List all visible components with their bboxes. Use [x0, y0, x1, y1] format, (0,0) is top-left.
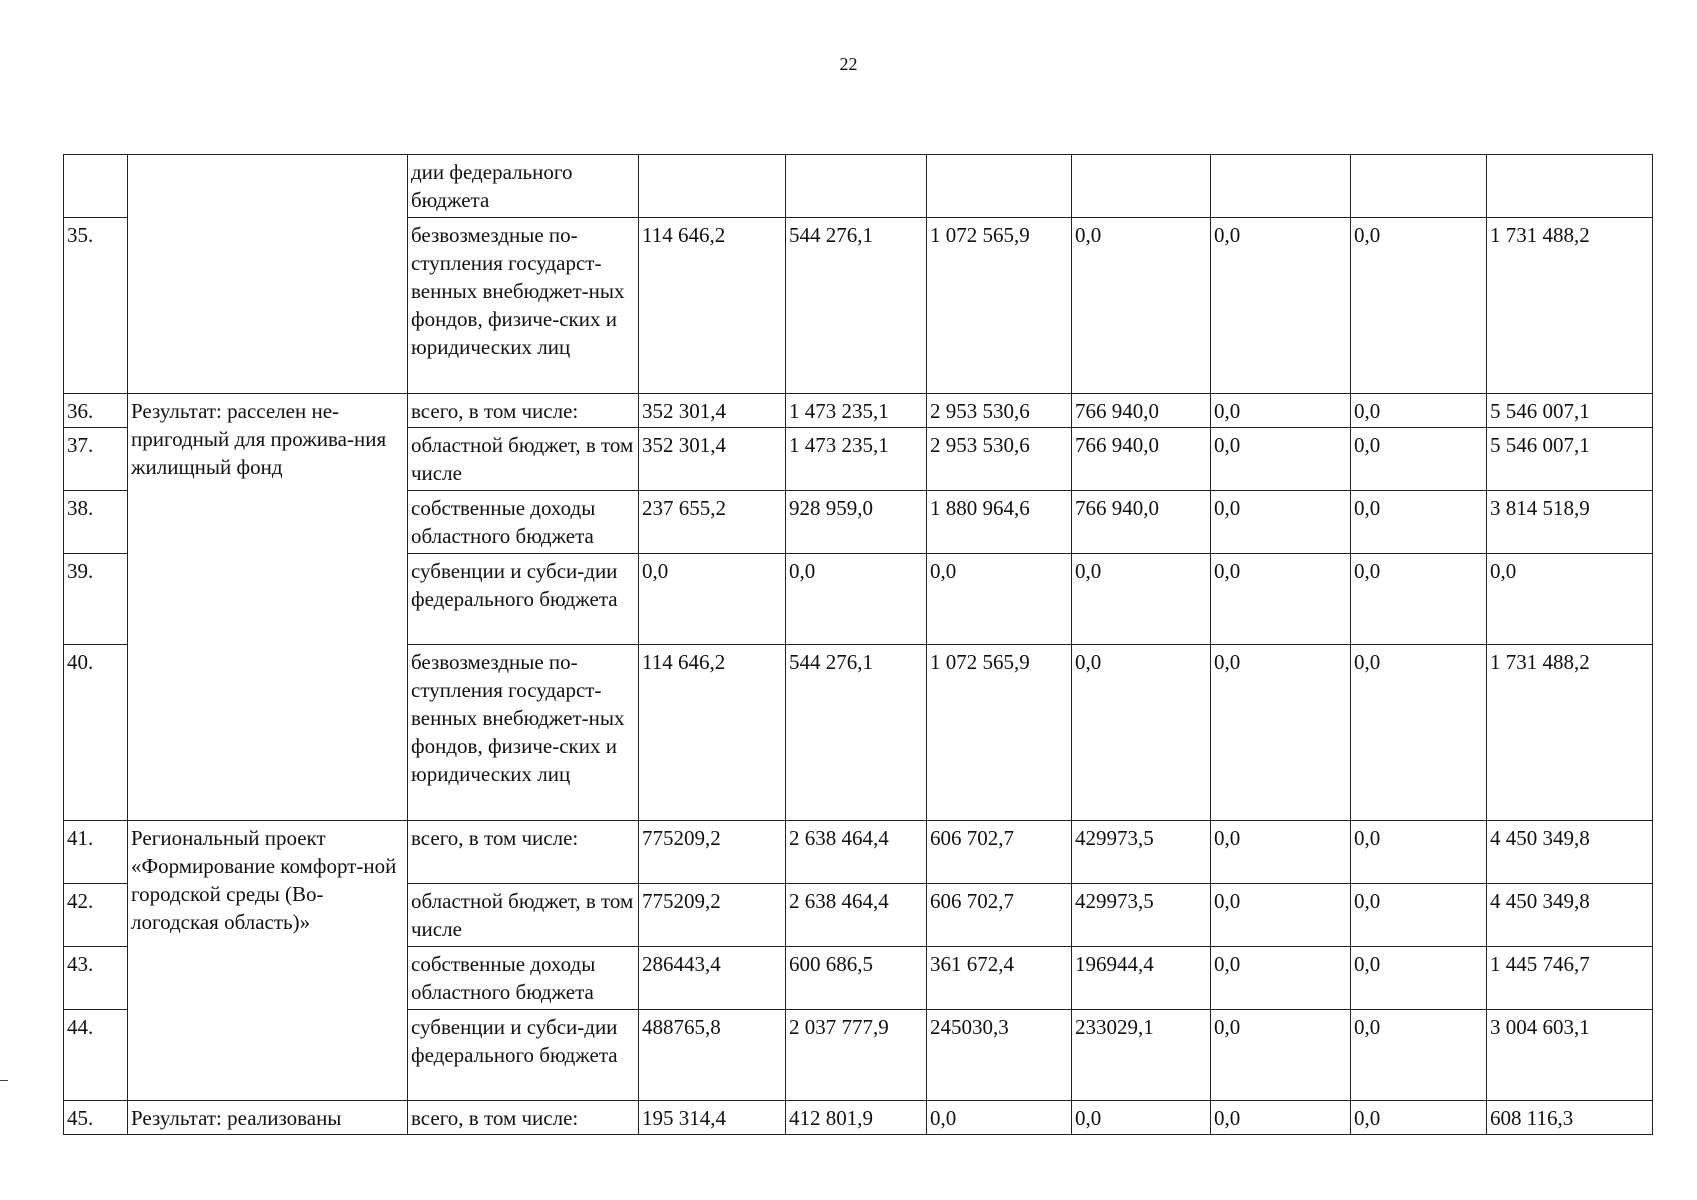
value-cell: 195 314,4 [639, 1101, 786, 1135]
table-row [64, 394, 1653, 428]
category-cell: субвенции и субси-дии федерального бюджета [408, 554, 639, 645]
value-cell: 1 445 746,7 [1487, 947, 1653, 1010]
value-cell: 114 646,2 [639, 645, 786, 821]
scan-edge-mark [0, 1080, 8, 1081]
category-cell: собственные доходы областного бюджета [408, 947, 639, 1010]
value-cell: 0,0 [1351, 554, 1487, 645]
category-cell: субвенции и субси-дии федерального бюджета [408, 1010, 639, 1101]
category-cell: областной бюджет, в том числе [408, 884, 639, 947]
value-cell: 0,0 [1211, 884, 1351, 947]
row-number: 35. [64, 218, 128, 394]
value-cell: 3 004 603,1 [1487, 1010, 1653, 1101]
value-cell: 0,0 [786, 554, 927, 645]
value-cell: 544 276,1 [786, 645, 927, 821]
category-cell: безвозмездные по-ступления государст-венных внебюджет-ных фондов, физиче-ских и юридических лиц [408, 218, 639, 394]
value-cell: 775209,2 [639, 884, 786, 947]
category-cell: областной бюджет, в том числе [408, 428, 639, 491]
value-cell [1211, 155, 1351, 218]
value-cell: 0,0 [927, 554, 1072, 645]
row-number: 43. [64, 947, 128, 1010]
value-cell: 2 638 464,4 [786, 884, 927, 947]
value-cell: 0,0 [1211, 821, 1351, 884]
value-cell: 5 546 007,1 [1487, 428, 1653, 491]
value-cell: 412 801,9 [786, 1101, 927, 1135]
value-cell: 775209,2 [639, 821, 786, 884]
value-cell: 0,0 [1211, 394, 1351, 428]
value-cell [1487, 155, 1653, 218]
table-row [64, 1101, 1653, 1135]
group-label: Результат: расселен не-пригодный для прожива-ния жилищный фонд [128, 394, 408, 821]
value-cell: 0,0 [1351, 1101, 1487, 1135]
value-cell: 0,0 [1487, 554, 1653, 645]
row-number: 42. [64, 884, 128, 947]
value-cell: 0,0 [1351, 821, 1487, 884]
value-cell: 2 953 530,6 [927, 428, 1072, 491]
value-cell: 0,0 [639, 554, 786, 645]
value-cell: 0,0 [1351, 1010, 1487, 1101]
category-cell: дии федерального бюджета [408, 155, 639, 218]
value-cell: 0,0 [1351, 394, 1487, 428]
row-number: 37. [64, 428, 128, 491]
value-cell: 0,0 [1211, 491, 1351, 554]
value-cell [786, 155, 927, 218]
value-cell: 2 638 464,4 [786, 821, 927, 884]
group-label: Региональный проект «Формирование комфорт-ной городской среды (Во-логодская область)» [128, 821, 408, 1101]
value-cell: 429973,5 [1072, 821, 1211, 884]
value-cell: 114 646,2 [639, 218, 786, 394]
table-row [64, 155, 1653, 218]
value-cell: 1 072 565,9 [927, 218, 1072, 394]
value-cell: 352 301,4 [639, 394, 786, 428]
value-cell: 3 814 518,9 [1487, 491, 1653, 554]
value-cell: 0,0 [1211, 1010, 1351, 1101]
value-cell: 0,0 [1211, 554, 1351, 645]
value-cell: 600 686,5 [786, 947, 927, 1010]
category-cell: всего, в том числе: [408, 1101, 639, 1135]
value-cell: 1 473 235,1 [786, 394, 927, 428]
value-cell: 544 276,1 [786, 218, 927, 394]
value-cell: 0,0 [1072, 218, 1211, 394]
row-number [64, 155, 128, 218]
value-cell: 245030,3 [927, 1010, 1072, 1101]
value-cell: 0,0 [1072, 1101, 1211, 1135]
value-cell [639, 155, 786, 218]
value-cell [1351, 155, 1487, 218]
value-cell: 1 473 235,1 [786, 428, 927, 491]
value-cell: 766 940,0 [1072, 491, 1211, 554]
value-cell [1072, 155, 1211, 218]
value-cell: 0,0 [1351, 884, 1487, 947]
group-label: Результат: реализованы [128, 1101, 408, 1135]
value-cell: 0,0 [1351, 218, 1487, 394]
value-cell: 766 940,0 [1072, 428, 1211, 491]
page-number: 22 [839, 54, 858, 74]
value-cell: 2 037 777,9 [786, 1010, 927, 1101]
value-cell: 1 731 488,2 [1487, 218, 1653, 394]
value-cell: 0,0 [1072, 554, 1211, 645]
value-cell: 286443,4 [639, 947, 786, 1010]
row-number: 45. [64, 1101, 128, 1135]
row-number: 36. [64, 394, 128, 428]
value-cell: 0,0 [1211, 645, 1351, 821]
row-number: 44. [64, 1010, 128, 1101]
value-cell: 1 731 488,2 [1487, 645, 1653, 821]
value-cell: 0,0 [1211, 947, 1351, 1010]
budget-table [63, 154, 1653, 1135]
row-number: 39. [64, 554, 128, 645]
row-number: 41. [64, 821, 128, 884]
value-cell: 0,0 [1211, 218, 1351, 394]
value-cell: 606 702,7 [927, 821, 1072, 884]
category-cell: всего, в том числе: [408, 394, 639, 428]
value-cell: 4 450 349,8 [1487, 884, 1653, 947]
value-cell: 0,0 [1211, 428, 1351, 491]
value-cell: 0,0 [1351, 491, 1487, 554]
value-cell: 1 880 964,6 [927, 491, 1072, 554]
value-cell: 928 959,0 [786, 491, 927, 554]
value-cell: 237 655,2 [639, 491, 786, 554]
category-cell: собственные доходы областного бюджета [408, 491, 639, 554]
value-cell: 5 546 007,1 [1487, 394, 1653, 428]
value-cell: 352 301,4 [639, 428, 786, 491]
category-cell: всего, в том числе: [408, 821, 639, 884]
value-cell: 0,0 [927, 1101, 1072, 1135]
table-row [64, 821, 1653, 884]
value-cell: 2 953 530,6 [927, 394, 1072, 428]
table-body [64, 155, 1653, 1135]
value-cell [927, 155, 1072, 218]
row-number: 38. [64, 491, 128, 554]
value-cell: 1 072 565,9 [927, 645, 1072, 821]
group-label [128, 155, 408, 394]
value-cell: 361 672,4 [927, 947, 1072, 1010]
value-cell: 766 940,0 [1072, 394, 1211, 428]
value-cell: 0,0 [1351, 428, 1487, 491]
value-cell: 233029,1 [1072, 1010, 1211, 1101]
value-cell: 0,0 [1072, 645, 1211, 821]
value-cell: 4 450 349,8 [1487, 821, 1653, 884]
value-cell: 196944,4 [1072, 947, 1211, 1010]
row-number: 40. [64, 645, 128, 821]
value-cell: 608 116,3 [1487, 1101, 1653, 1135]
value-cell: 429973,5 [1072, 884, 1211, 947]
value-cell: 488765,8 [639, 1010, 786, 1101]
value-cell: 606 702,7 [927, 884, 1072, 947]
value-cell: 0,0 [1351, 645, 1487, 821]
value-cell: 0,0 [1351, 947, 1487, 1010]
value-cell: 0,0 [1211, 1101, 1351, 1135]
category-cell: безвозмездные по-ступления государст-венных внебюджет-ных фондов, физиче-ских и юридических лиц [408, 645, 639, 821]
